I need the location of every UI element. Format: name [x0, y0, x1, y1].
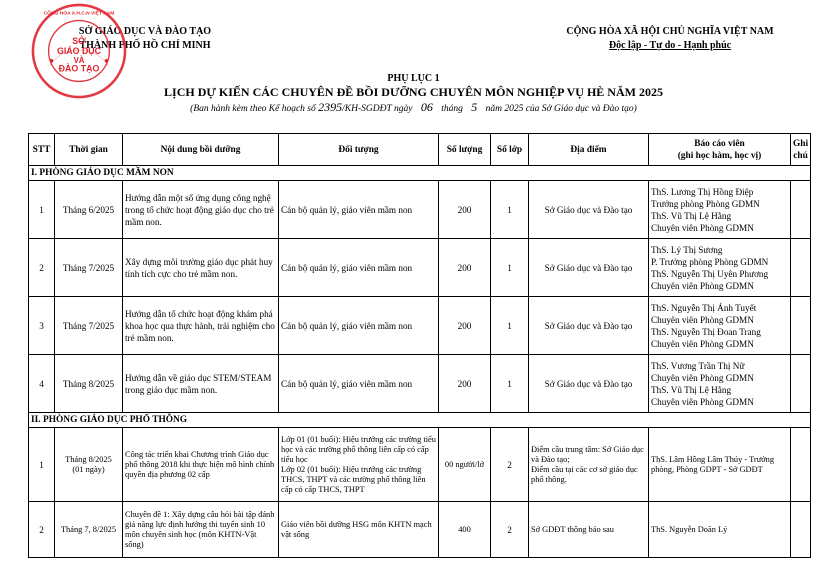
cell-classes: 1: [491, 297, 529, 355]
cell-note: [791, 239, 811, 297]
cell-classes: 2: [491, 428, 529, 502]
cell-stt: 2: [29, 502, 55, 558]
cell-target: Lớp 01 (01 buổi): Hiệu trưởng các trường tiểu học và các trường phổ thông liên cấp có cấp tiểu học Lớp 02 (01 buổi): Hiệu trưởng các trường THCS, THPT và các trường phổ thông liên cấp có cấp THCS, THPT: [279, 428, 439, 502]
stamp-line-2: GIÁO DỤC: [56, 45, 102, 56]
subtitle-part-3: tháng: [441, 104, 463, 114]
table-header-row: [29, 134, 811, 166]
cell-content: Hướng dẫn một số ứng dụng công nghệ trong tổ chức hoạt động giáo dục cho trẻ mầm non.: [123, 181, 279, 239]
cell-classes: 1: [491, 239, 529, 297]
cell-note: [791, 181, 811, 239]
cell-speaker: ThS. Lâm Hồng Lâm Thúy - Trưởng phòng, Phòng GDPT - Sở GDĐT: [649, 428, 791, 502]
agency-city: THÀNH PHỐ HỒ CHÍ MINH: [79, 40, 211, 51]
stamp-line-4: ĐÀO TẠO: [58, 63, 100, 74]
table-row: [29, 428, 811, 502]
cell-speaker: ThS. Lý Thị Sương P. Trưởng phòng Phòng GDMN ThS. Nguyễn Thị Uyên Phương Chuyên viên Phòng GDMN: [649, 239, 791, 297]
cell-content: Xây dựng môi trường giáo dục phát huy tính tích cực cho trẻ mầm non.: [123, 239, 279, 297]
cell-content: Hướng dẫn về giáo dục STEM/STEAM trong giáo dục mầm non.: [123, 355, 279, 413]
stamp-ring-text: CỘNG HÒA X.H.C.N VIỆT NAM: [43, 11, 115, 17]
section-title: II. PHÒNG GIÁO DỤC PHỔ THÔNG: [29, 413, 811, 428]
subtitle-part-1: (Ban hành kèm theo Kế hoạch số: [190, 104, 316, 114]
cell-target: Cán bộ quản lý, giáo viên mầm non: [279, 181, 439, 239]
cell-time: Tháng 7, 8/2025: [55, 502, 123, 558]
cell-place: Sở Giáo dục và Đào tạo: [529, 181, 649, 239]
cell-time: Tháng 8/2025 (01 ngày): [55, 428, 123, 502]
subtitle-part-2: /KH-SGDĐT ngày: [342, 104, 413, 114]
table-row: [29, 502, 811, 558]
cell-place: Điểm cầu trung tâm: Sở Giáo dục và Đào tạo; Điểm cầu tại các cơ sở giáo dục phổ thông.: [529, 428, 649, 502]
issue-month: 5: [471, 100, 478, 114]
cell-qty: 200: [439, 239, 491, 297]
cell-qty: 400: [439, 502, 491, 558]
cell-place: Sở GDĐT thông báo sau: [529, 502, 649, 558]
cell-target: Cán bộ quản lý, giáo viên mầm non: [279, 239, 439, 297]
cell-classes: 2: [491, 502, 529, 558]
stamp-line-3: VÀ: [73, 55, 85, 65]
cell-stt: 4: [29, 355, 55, 413]
appendix-label: PHỤ LỤC 1: [387, 73, 440, 84]
agency-name: SỞ GIÁO DỤC VÀ ĐÀO TẠO: [78, 26, 212, 37]
stamp-line-1: SỞ: [72, 36, 86, 47]
cell-time: Tháng 6/2025: [55, 181, 123, 239]
table-row: [29, 181, 811, 239]
cell-target: Cán bộ quản lý, giáo viên mầm non: [279, 297, 439, 355]
cell-note: [791, 297, 811, 355]
section-row-general: [29, 413, 811, 428]
cell-time: Tháng 8/2025: [55, 355, 123, 413]
col-note: Ghi chú: [791, 134, 811, 166]
cell-stt: 3: [29, 297, 55, 355]
cell-time: Tháng 7/2025: [55, 297, 123, 355]
cell-speaker: ThS. Vương Trần Thị Nữ Chuyên viên Phòng GDMN ThS. Vũ Thị Lệ Hằng Chuyên viên Phòng GDMN: [649, 355, 791, 413]
cell-stt: 2: [29, 239, 55, 297]
table-row: [29, 297, 811, 355]
cell-time: Tháng 7/2025: [55, 239, 123, 297]
col-content: Nội dung bồi dưỡng: [123, 134, 279, 166]
table-row: [29, 239, 811, 297]
table-row: [29, 355, 811, 413]
national-header: [530, 25, 810, 53]
document-title: LỊCH DỰ KIẾN CÁC CHUYÊN ĐỀ BỒI DƯỠNG CHUYÊN MÔN NGHIỆP VỤ HÈ NĂM 2025: [164, 85, 663, 99]
cell-note: [791, 428, 811, 502]
cell-qty: 00 người/lớ: [439, 428, 491, 502]
cell-note: [791, 355, 811, 413]
col-qty: Số lượng: [439, 134, 491, 166]
col-time: Thời gian: [55, 134, 123, 166]
cell-note: [791, 502, 811, 558]
col-speaker: Báo cáo viên (ghi học hàm, học vị): [649, 134, 791, 166]
cell-qty: 200: [439, 355, 491, 413]
national-motto: Độc lập - Tự do - Hạnh phúc: [608, 40, 732, 51]
cell-classes: 1: [491, 355, 529, 413]
document-subtitle: [0, 100, 827, 116]
plan-number: 2395: [318, 100, 343, 114]
cell-stt: 1: [29, 428, 55, 502]
schedule-table: [28, 133, 811, 558]
cell-speaker: ThS. Nguyễn Thị Ánh Tuyết Chuyên viên Phòng GDMN ThS. Nguyễn Thị Đoan Trang Chuyên viên Phòng GDMN: [649, 297, 791, 355]
cell-speaker: ThS. Nguyễn Doãn Lý: [649, 502, 791, 558]
col-place: Địa điểm: [529, 134, 649, 166]
col-target: Đối tượng: [279, 134, 439, 166]
cell-place: Sở Giáo dục và Đào tạo: [529, 297, 649, 355]
title-block: [0, 72, 827, 116]
cell-content: Hướng dẫn tổ chức hoạt động khám phá khoa học qua thực hành, trải nghiệm cho trẻ mầm non.: [123, 297, 279, 355]
cell-place: Sở Giáo dục và Đào tạo: [529, 355, 649, 413]
cell-content: Chuyên đề 1: Xây dựng câu hỏi bài tập đánh giá năng lực định hướng thi tuyển sinh 10 môn chuyên sinh học (môn KHTN-Vật sống): [123, 502, 279, 558]
cell-stt: 1: [29, 181, 55, 239]
cell-content: Công tác triển khai Chương trình Giáo dục phổ thông 2018 khi thực hiện mô hình chính quyền địa phương 02 cấp: [123, 428, 279, 502]
section-title: I. PHÒNG GIÁO DỤC MẦM NON: [29, 166, 811, 181]
cell-speaker: ThS. Lương Thị Hồng Điệp Trưởng phòng Phòng GDMN ThS. Vũ Thị Lệ Hằng Chuyên viên Phòng GDMN: [649, 181, 791, 239]
col-classes: Số lớp: [491, 134, 529, 166]
section-row-preschool: [29, 166, 811, 181]
col-stt: STT: [29, 134, 55, 166]
cell-target: Giáo viên bồi dưỡng HSG môn KHTN mạch vật sống: [279, 502, 439, 558]
issue-day: 06: [420, 100, 433, 114]
cell-qty: 200: [439, 181, 491, 239]
cell-target: Cán bộ quản lý, giáo viên mầm non: [279, 355, 439, 413]
cell-classes: 1: [491, 181, 529, 239]
national-title: CỘNG HÒA XÃ HỘI CHỦ NGHĨA VIỆT NAM: [566, 26, 774, 37]
subtitle-part-4: năm 2025 của Sở Giáo dục và Đào tạo): [485, 104, 637, 114]
cell-place: Sở Giáo dục và Đào tạo: [529, 239, 649, 297]
cell-qty: 200: [439, 297, 491, 355]
